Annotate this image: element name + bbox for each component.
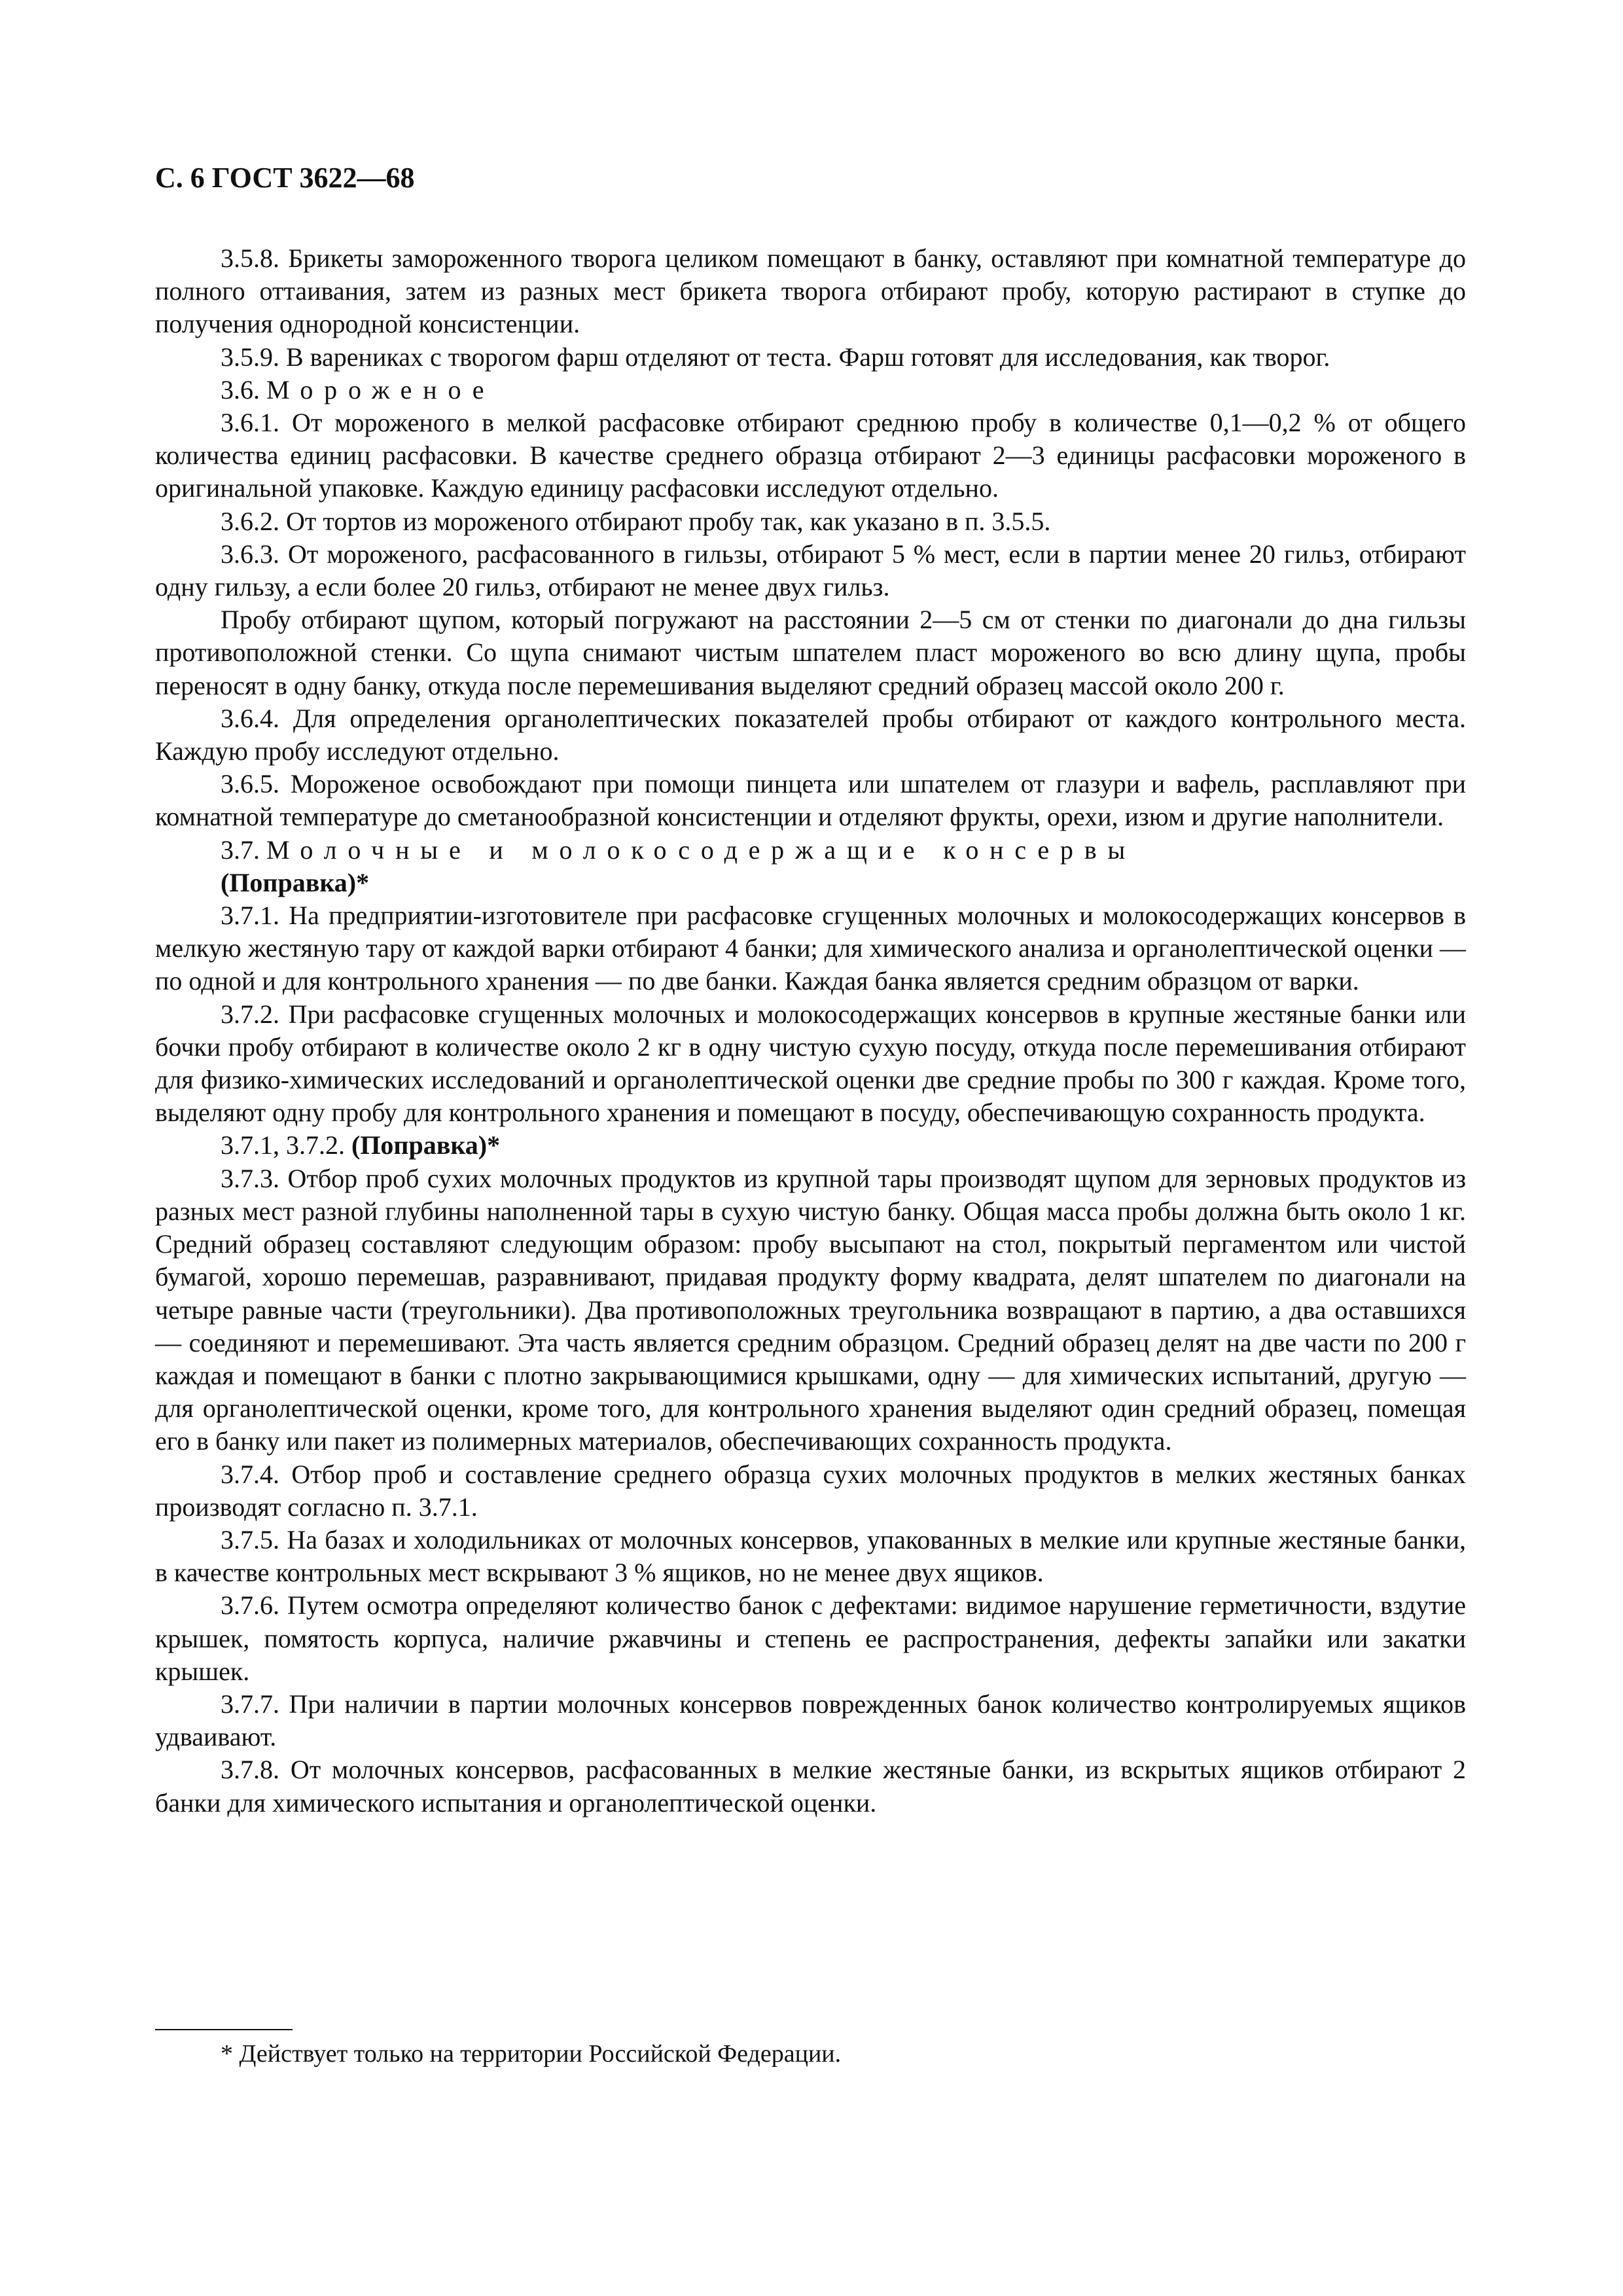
section-heading-3-6 [155,374,1466,406]
paragraph-3-7-6: 3.7.6. Путем осмотра определяют количество банок с дефектами: видимое нарушение герметичности, вздутие крышек, помятость корпуса, наличие ржавчины и степень ее распространения, дефекты запайки или закатки крышек. [155,1590,1466,1686]
section-heading-3-7 [155,834,1466,867]
footnote: * Действует только на территории Российской Федерации. [221,2040,842,2068]
paragraph-3-7-7: 3.7.7. При наличии в партии молочных консервов поврежденных банок количество контролируемых ящиков удваивают. [155,1689,1466,1752]
paragraph-3-5-8: 3.5.8. Брикеты замороженного творога целиком помещают в банку, оставляют при комнатной температуре до полного оттаивания, затем из разных мест брикета творога отбирают пробу, которую растирают в ступке до получения однородной консистенции. [155,243,1466,339]
footnote-divider [155,2029,293,2030]
section-number: 3.6. [221,374,266,404]
amendment-note: (Поправка)* [221,867,370,897]
paragraph-3-7-1-3-7-2-note [155,1129,1466,1162]
amendment-note: (Поправка)* [351,1130,501,1160]
document-body [155,242,1466,1820]
section-number: 3.7. [221,834,266,865]
section-title: Мороженое [266,374,495,404]
paragraph-3-7-4: 3.7.4. Отбор проб и составление среднего образца сухих молочных продуктов в мелких жестяных банках производят согласно п. 3.7.1. [155,1459,1466,1522]
paragraph-3-7-8: 3.7.8. От молочных консервов, расфасованных в мелкие жестяные банки, из вскрытых ящиков отбирают 2 банки для химического испытания и органолептической оценки. [155,1755,1466,1818]
paragraph-3-6-3: 3.6.3. От мороженого, расфасованного в гильзы, отбирают 5 % мест, если в партии менее 20 гильз, отбирают одну гильзу, а если более 20 гильз, отбирают не менее двух гильз. [155,539,1466,602]
page-header: С. 6 ГОСТ 3622—68 [155,162,415,194]
paragraph-3-7-1: 3.7.1. На предприятии-изготовителе при расфасовке сгущенных молочных и молокосодержащих консервов в мелкую жестяную тару от каждой варки отбирают 4 банки; для химического анализа и органолептической оценки — по одной и для контрольного хранения — по две банки. Каждая банка является средним образцом от варки. [155,901,1466,996]
paragraph-3-6-5: 3.6.5. Мороженое освобождают при помощи пинцета или шпателем от глазури и вафель, расплавляют при комнатной температуре до сметанообразной консистенции и отделяют фрукты, орехи, изюм и другие наполнители. [155,769,1466,832]
paragraph-3-7-2: 3.7.2. При расфасовке сгущенных молочных и молокосодержащих консервов в крупные жестяные банки или бочки пробу отбирают в количестве около 2 кг в одну чистую сухую посуду, откуда после перемешивания отбирают для физико-химических исследований и органолептической оценки две средние пробы по 300 г каждая. Кроме того, выделяют одну пробу для контрольного хранения и помещают в посуду, обеспечивающую сохранность продукта. [155,999,1466,1128]
paragraph-3-7-3: 3.7.3. Отбор проб сухих молочных продуктов из крупной тары производят щупом для зерновых продуктов из разных мест разной глубины наполненной тары в сухую чистую банку. Общая масса пробы должна быть около 1 кг. Средний образец составляют следующим образом: пробу высыпают на стол, покрытый пергаментом или чистой бумагой, хорошо перемешав, разравнивают, придавая продукту форму квадрата, делят шпателем по диагонали на четыре равные части (треугольники). Два противоположных треугольника возвращают в партию, а два оставшихся — соединяют и перемешивают. Эта часть является средним образцом. Средний образец делят на две части по 200 г каждая и помещают в банки с плотно закрывающимися крышками, одну — для химических испытаний, другую — для органолептической оценки, кроме того, для контрольного хранения выделяют один средний образец, помещая его в банку или пакет из полимерных материалов, обеспечивающих сохранность продукта. [155,1163,1466,1456]
paragraph-3-6-4: 3.6.4. Для определения органолептических показателей пробы отбирают от каждого контрольного места. Каждую пробу исследуют отдельно. [155,703,1466,766]
paragraph-3-6-1: 3.6.1. От мороженого в мелкой расфасовке отбирают среднюю пробу в количестве 0,1—0,2 % от общего количества единиц расфасовки. В качестве среднего образца отбирают 2—3 единицы расфасовки мороженого в оригинальной упаковке. Каждую единицу расфасовки исследуют отдельно. [155,408,1466,503]
paragraph-3-5-9: 3.5.9. В варениках с творогом фарш отделяют от теста. Фарш готовят для исследования, как творог. [221,342,1330,372]
paragraph-3-7-5: 3.7.5. На базах и холодильниках от молочных консервов, упакованных в мелкие или крупные жестяные банки, в качестве контрольных мест вскрывают 3 % ящиков, но не менее двух ящиков. [155,1524,1466,1588]
section-title: Молочные и молокосодержащие консервы [266,834,1137,865]
paragraph-3-6-3-continued: Пробу отбирают щупом, который погружают на расстоянии 2—5 см от стенки по диагонали до дна гильзы противоположной стенки. Со щупа снимают чистым шпателем пласт мороженого во всю длину щупа, пробы переносят в одну банку, откуда после перемешивания выделяют средний образец массой около 200 г. [155,605,1466,700]
clause-reference: 3.7.1, 3.7.2. [221,1130,351,1160]
paragraph-3-6-2: 3.6.2. От тортов из мороженого отбирают пробу так, как указано в п. 3.5.5. [221,506,1051,536]
